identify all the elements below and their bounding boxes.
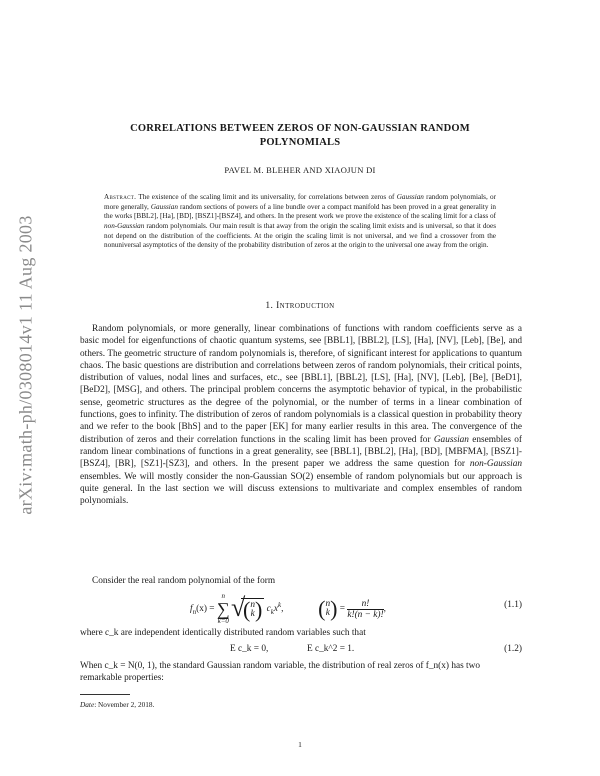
eq2-left: E c_k = 0, — [230, 644, 269, 654]
eq1-end: , — [383, 604, 386, 615]
paper-title — [80, 122, 520, 150]
intro-paragraph-1 — [80, 323, 522, 507]
intro-italic-2: non-Gaussian — [469, 459, 522, 470]
equation-1-1: $f_n(x) = n$ ∑ k=0 √ ( n k ) $c_kx^k$, ( n k ) = $\frac{n!}{k!(n - k)!}$ , (1.1) — [80, 588, 522, 628]
binom2-top: n — [325, 599, 331, 609]
intro-text-c: ensembles. We will mostly consider the non-Gaussian SO(2) ensemble of random polynomials but our approach is quite general. In the last section we will discuss extensions to multivariate and complex ensembles of random polynomials. — [80, 471, 522, 507]
eq1-coef-sub: k — [270, 608, 274, 616]
abstract — [104, 193, 496, 251]
abstract-text-1: The existence of the scaling limit and its universality, for correlations between zeros of — [136, 193, 397, 201]
intro-italic-1: Gaussian — [433, 434, 469, 445]
footnote-rule — [80, 694, 130, 695]
abstract-italic-2: Gaussian — [150, 202, 178, 211]
binom2-bottom: k — [325, 608, 330, 618]
authors: PAVEL M. BLEHER AND XIAOJUN DI — [224, 165, 376, 175]
eq1-lhs-arg: (x) = — [196, 604, 215, 615]
footnote-text: : November 2, 2018. — [94, 700, 155, 709]
sum-operator: n ∑ k=0 — [216, 592, 230, 625]
eq1-x-sup: k — [278, 601, 282, 610]
equation-1-2 — [80, 644, 522, 658]
arxiv-identifier-sidebar — [6, 190, 46, 540]
title-line-1: CORRELATIONS BETWEEN ZEROS OF NON-GAUSSIAN RANDOM — [130, 123, 470, 134]
intro-paragraph-3: where c_k are independent identically distributed random variables such that — [80, 628, 366, 638]
footnote-label: Date — [80, 700, 95, 709]
abstract-text-2: random polynomials, or more generally, — [104, 193, 497, 211]
eq1-lhs-sub: n — [192, 608, 197, 616]
sum-upper: n — [221, 592, 226, 600]
abstract-label: Abstract. — [104, 193, 137, 201]
abstract-text-4: random polynomials. Our main result is that away from the origin the scaling limit exists and is universal, so that it does not depend on the distribution of the coefficients. At the origin the scaling limit is not universal, and we find a crossover from the nonuniversal asymptotics of the density of the probability distribution of zeros at the origin to the universal one away from the origin. — [104, 221, 496, 250]
intro-text-b: ensembles of random linear combinations of functions in a great generality, see [BBL1], [BBL2], [Ha], [BD], [MBFMA], [BSZ1]-[BSZ4], [BR], [SZ1]-[SZ3], and others. In the present paper we address the same question for — [80, 434, 522, 470]
sqrt-binomial: √ ( n k ) — [241, 598, 264, 620]
title-line-2: POLYNOMIALS — [259, 137, 341, 148]
frac-num: n! — [347, 599, 383, 610]
intro-paragraph-4: When c_k = N(0, 1), the standard Gaussian random variable, the distribution of real zeros of f_n(x) has two remarkable properties: — [80, 661, 480, 684]
arxiv-id-text: arXiv:math-ph/0308014v1 11 Aug 2003 — [15, 215, 36, 515]
section-heading: 1. Introduction — [265, 301, 335, 311]
page-number: 1 — [298, 740, 302, 749]
factorial-fraction — [347, 599, 383, 620]
abstract-text-3: random sections of powers of a line bundle over a compact manifold has been proved in a great generality in the works [BBL2], [Ha], [BD], [BSZ1]-[BSZ4], and others. In the present work we prove the existence of the scaling limit for a class of — [104, 202, 496, 221]
intro-text-a: Random polynomials, or more generally, linear combinations of functions with random coefficients serve as a basic model for eigenfunctions of chaotic quantum systems, see [BBL1], [BBL2], [LS], [Ha], [NV], [Leb], [Be], and others. The geometric structure of random polynomials is, therefore, of significant interest for applications to quantum chaos. The basic questions are distribution and correlations between zeros of random polynomials, their critical points, distribution of values, nodal lines and surfaces, etc., see [BBL1], [BBL2], [LS], [Ha], [NV], [Leb], [Be], [BeD1], [BeD2], [MSG], and others. The principal problem concerns the asymptotic behavior of typical, in the probabilistic sense, geometric structures as the degree of the polynomial, or the number of terms in a linear combination of functions, goes to infinity. The distribution of zeros of random polynomials is a classical question in probability theory and we refer to the book [BhS] and to the paper [EK] for many earlier results in this area. The convergence of the distribution of zeros and their correlation functions in the scaling limit has been proved for — [80, 324, 522, 445]
abstract-italic-3: non-Gaussian — [104, 221, 145, 230]
frac-den: k!(n − k)! — [347, 609, 384, 620]
equation-number-1-1: (1.1) — [504, 600, 522, 610]
abstract-italic-1: Gaussian — [396, 193, 424, 201]
eq1-comma: , — [281, 604, 284, 615]
eq1-lhs: f — [190, 604, 193, 615]
binom-top: n — [250, 600, 255, 610]
binom-bottom: k — [250, 609, 255, 619]
eq2-right: E c_k^2 = 1. — [306, 644, 355, 654]
eq1-x: x — [273, 604, 279, 615]
sum-lower: k=0 — [217, 617, 229, 625]
intro-paragraph-2: Consider the real random polynomial of the form — [92, 576, 276, 586]
equation-number-1-2: (1.2) — [504, 644, 522, 654]
footnote — [80, 700, 154, 709]
eq1-coef: c — [266, 604, 271, 615]
